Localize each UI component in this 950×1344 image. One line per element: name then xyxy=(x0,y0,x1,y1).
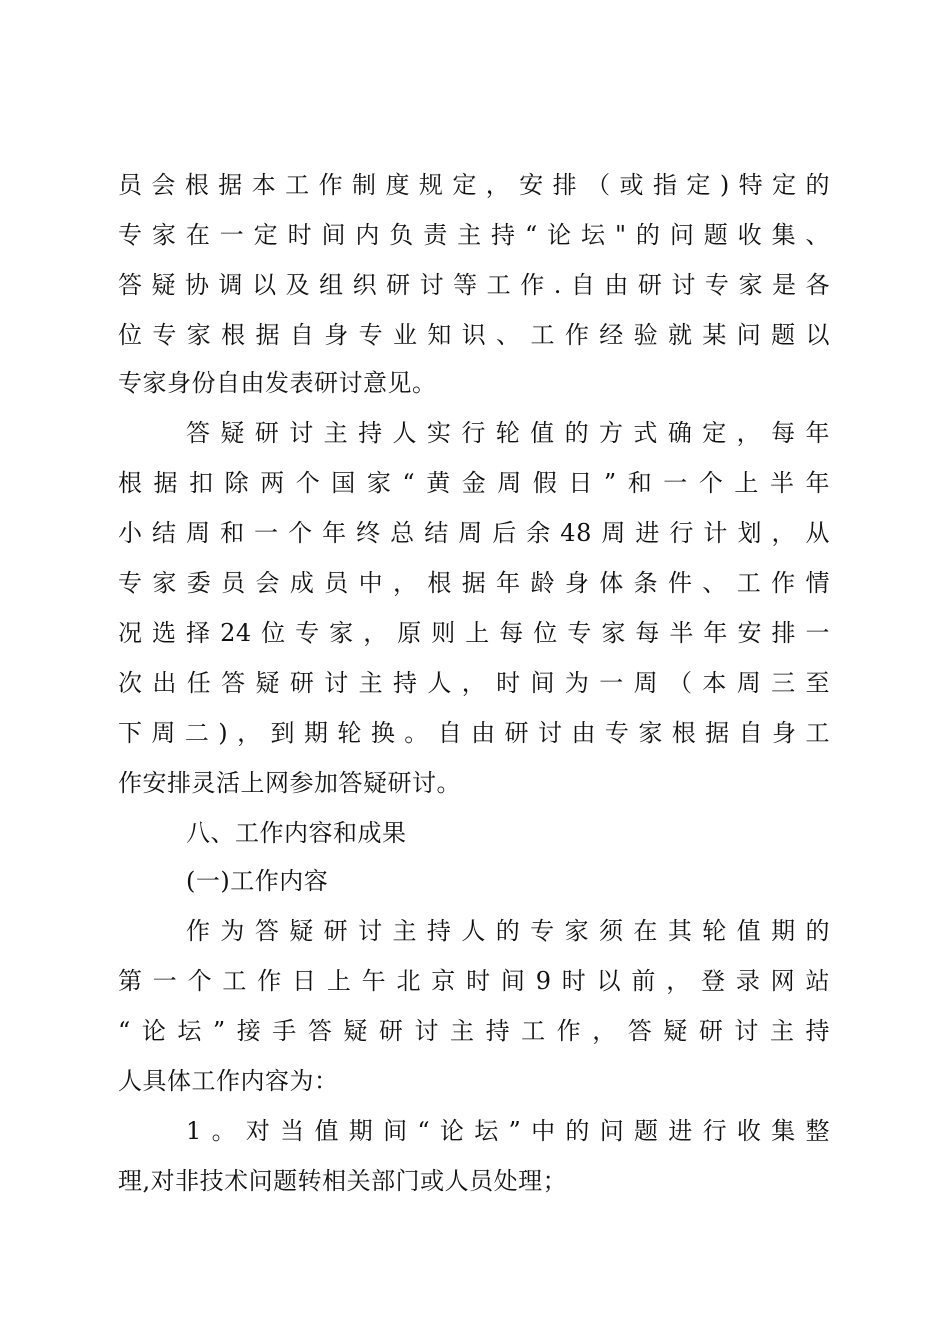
paragraph-line: 专家身份自由发表研讨意见。 xyxy=(118,369,437,397)
paragraph-line: 下周二)，到期轮换。自由研讨由专家根据自身工 xyxy=(118,719,830,747)
paragraph-line: 专家在一定时间内负责主持“论坛"的问题收集、 xyxy=(118,221,830,249)
paragraph-line: 第一个工作日上午北京时间9时以前，登录网站 xyxy=(118,967,830,995)
paragraph-line: 次出任答疑研讨主持人，时间为一周（本周三至 xyxy=(118,669,830,697)
list-item-line: 理,对非技术问题转相关部门或人员处理； xyxy=(118,1167,568,1195)
paragraph-line: 况选择24位专家，原则上每位专家每半年安排一 xyxy=(118,619,830,647)
section-heading: 八、工作内容和成果 xyxy=(186,819,407,847)
subsection-heading: (一)工作内容 xyxy=(186,867,329,895)
paragraph-line: 答疑研讨主持人实行轮值的方式确定，每年 xyxy=(186,419,830,447)
paragraph-line: 根据扣除两个国家“黄金周假日”和一个上半年 xyxy=(118,469,830,497)
paragraph-line: “论坛”接手答疑研讨主持工作，答疑研讨主持 xyxy=(118,1017,830,1045)
paragraph-line: 作安排灵活上网参加答疑研讨。 xyxy=(118,769,461,797)
paragraph-line: 人具体工作内容为： xyxy=(118,1067,339,1095)
paragraph-line: 专家委员会成员中，根据年龄身体条件、工作情 xyxy=(118,569,830,597)
paragraph-line: 答疑协调以及组织研讨等工作.自由研讨专家是各 xyxy=(118,271,830,299)
paragraph-line: 位专家根据自身专业知识、工作经验就某问题以 xyxy=(118,321,830,349)
list-item-line: 1。对当值期间“论坛”中的问题进行收集整 xyxy=(186,1117,830,1145)
paragraph-line: 小结周和一个年终总结周后余48周进行计划，从 xyxy=(118,519,830,547)
paragraph-line: 作为答疑研讨主持人的专家须在其轮值期的 xyxy=(186,917,830,945)
paragraph-line: 员会根据本工作制度规定，安排（或指定)特定的 xyxy=(118,171,830,199)
